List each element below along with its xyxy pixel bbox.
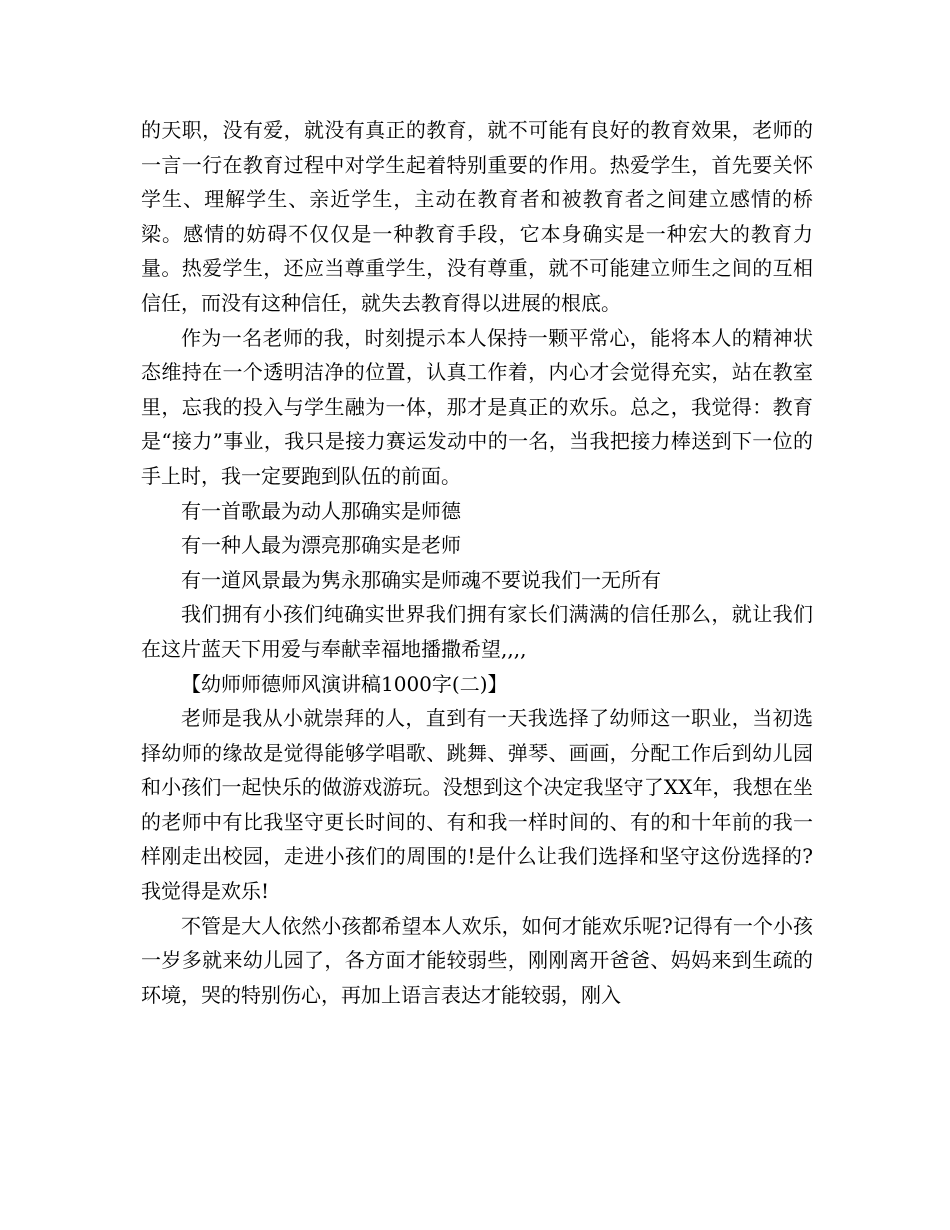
- paragraph-continuation: 的天职，没有爱，就没有真正的教育，就不可能有良好的教育效果，老师的一言一行在教育过程中对学生起着特别重要的作用。热爱学生，首先要关怀学生、理解学生、亲近学生，主动在教育者和被教育者之间建立感情的桥梁。感情的妨碍不仅仅是一种教育手段，它本身确实是一种宏大的教育力量。热爱学生，还应当尊重学生，没有尊重，就不可能建立师生之间的互相信任，而没有这种信任，就失去教育得以进展的根底。: [141, 118, 813, 315]
- document-body: [141, 113, 813, 1012]
- paragraph-happiness: 不管是大人依然小孩都希望本人欢乐，如何才能欢乐呢?记得有一个小孩一岁多就来幼儿园了，各方面才能较弱些，刚刚离开爸爸、妈妈来到生疏的环境，哭的特别伤心，再加上语言表达才能较弱，刚入: [141, 913, 813, 1007]
- paragraph-teacher-self: 作为一名老师的我，时刻提示本人保持一颗平常心，能将本人的精神状态维持在一个透明洁净的位置，认真工作着，内心才会觉得充实，站在教室里，忘我的投入与学生融为一体，那才是真正的欢乐。总之，我觉得：教育是“接力”事业，我只是接力赛运发动中的一名，当我把接力棒送到下一位的手上时，我一定要跑到队伍的前面。: [141, 325, 813, 488]
- paragraph-hope: 我们拥有小孩们纯确实世界我们拥有家长们满满的信任那么，就让我们在这片蓝天下用爱与奉献幸福地播撒希望,,,,: [141, 602, 813, 661]
- paragraph-admiration: 老师是我从小就崇拜的人，直到有一天我选择了幼师这一职业，当初选择幼师的缘故是觉得能够学唱歌、跳舞、弹琴、画画，分配工作后到幼儿园和小孩们一起快乐的做游戏游玩。没想到这个决定我坚守了XX年，我想在坐的老师中有比我坚守更长时间的、有和我一样时间的、有的和十年前的我一样刚走出校园，走进小孩们的周围的!是什么让我们选择和坚守这份选择的?我觉得是欢乐!: [141, 706, 813, 904]
- poem-line-scenery: 有一道风景最为隽永那确实是师魂不要说我们一无所有: [181, 567, 661, 592]
- section-heading: 【幼师师德师风演讲稿1000字(二)】: [181, 671, 508, 696]
- poem-line-song: 有一首歌最为动人那确实是师德: [181, 498, 461, 523]
- poem-line-person: 有一种人最为漂亮那确实是老师: [181, 533, 461, 558]
